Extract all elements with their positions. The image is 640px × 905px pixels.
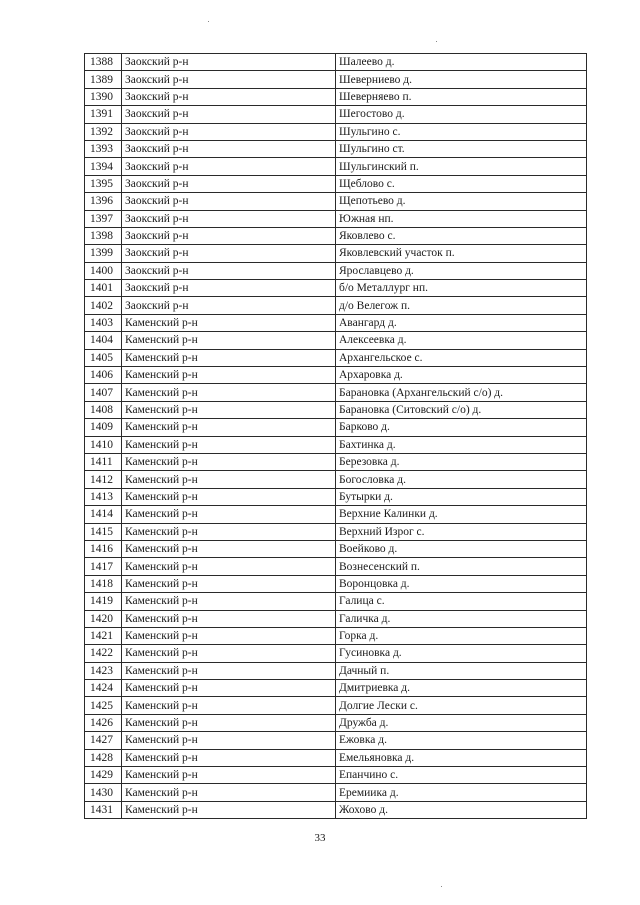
settlement-cell: Долгие Лески с. [336,697,587,714]
row-number-cell: 1420 [85,610,122,627]
table-row [85,749,587,766]
page-number: 33 [314,832,326,844]
district-cell: Каменский р-н [122,662,336,679]
district-cell: Каменский р-н [122,645,336,662]
settlement-cell: Бутырки д. [336,488,587,505]
settlement-cell: Яковлево с. [336,227,587,244]
district-cell: Заокский р-н [122,227,336,244]
table-body [85,54,587,819]
row-number-cell: 1407 [85,384,122,401]
district-cell: Заокский р-н [122,106,336,123]
settlement-cell: Шульгинский п. [336,158,587,175]
settlement-cell: Архангельское с. [336,349,587,366]
district-cell: Каменский р-н [122,419,336,436]
row-number-cell: 1399 [85,245,122,262]
table-row [85,488,587,505]
settlement-cell: д/о Велегож п. [336,297,587,314]
row-number-cell: 1405 [85,349,122,366]
district-cell: Заокский р-н [122,71,336,88]
district-cell: Заокский р-н [122,297,336,314]
district-cell: Каменский р-н [122,593,336,610]
scan-speck [436,41,437,42]
settlement-cell: Дружба д. [336,714,587,731]
table-row [85,349,587,366]
scan-speck [441,886,442,887]
district-cell: Каменский р-н [122,349,336,366]
row-number-cell: 1421 [85,627,122,644]
row-number-cell: 1394 [85,158,122,175]
row-number-cell: 1403 [85,314,122,331]
row-number-cell: 1418 [85,575,122,592]
district-cell: Заокский р-н [122,140,336,157]
settlement-cell: Жохово д. [336,801,587,818]
table-row [85,175,587,192]
settlement-cell: Щеблово с. [336,175,587,192]
table-row [85,314,587,331]
table-row [85,280,587,297]
row-number-cell: 1408 [85,401,122,418]
row-number-cell: 1397 [85,210,122,227]
settlement-cell: Дмитриевка д. [336,680,587,697]
table-row [85,332,587,349]
settlement-cell: Шегостово д. [336,106,587,123]
district-cell: Заокский р-н [122,210,336,227]
settlement-cell: Вознесенский п. [336,558,587,575]
district-cell: Каменский р-н [122,697,336,714]
settlement-cell: Еремиика д. [336,784,587,801]
row-number-cell: 1406 [85,367,122,384]
table-row [85,662,587,679]
row-number-cell: 1413 [85,488,122,505]
row-number-cell: 1429 [85,767,122,784]
district-cell: Каменский р-н [122,401,336,418]
table-row [85,593,587,610]
settlement-cell: Березовка д. [336,453,587,470]
table-row [85,627,587,644]
settlement-cell: Горка д. [336,627,587,644]
settlement-cell: Ежовка д. [336,732,587,749]
settlement-cell: Авангард д. [336,314,587,331]
table-row [85,610,587,627]
row-number-cell: 1428 [85,749,122,766]
settlement-cell: Епанчино с. [336,767,587,784]
table-row [85,245,587,262]
table-row [85,540,587,557]
settlement-cell: Галичка д. [336,610,587,627]
row-number-cell: 1412 [85,471,122,488]
district-cell: Заокский р-н [122,262,336,279]
row-number-cell: 1390 [85,88,122,105]
district-cell: Каменский р-н [122,610,336,627]
settlement-cell: Воронцовка д. [336,575,587,592]
table-row [85,801,587,818]
settlement-cell: Гусиновка д. [336,645,587,662]
district-cell: Каменский р-н [122,767,336,784]
district-cell: Каменский р-н [122,523,336,540]
table-row [85,714,587,731]
table-row [85,123,587,140]
table-row [85,453,587,470]
settlement-cell: Южная нп. [336,210,587,227]
row-number-cell: 1388 [85,54,122,71]
row-number-cell: 1417 [85,558,122,575]
row-number-cell: 1422 [85,645,122,662]
district-cell: Каменский р-н [122,575,336,592]
table-row [85,506,587,523]
row-number-cell: 1426 [85,714,122,731]
settlement-cell: Барановка (Ситовский с/о) д. [336,401,587,418]
table-row [85,158,587,175]
district-cell: Каменский р-н [122,367,336,384]
district-cell: Каменский р-н [122,436,336,453]
table-row [85,384,587,401]
row-number-cell: 1416 [85,540,122,557]
settlement-cell: Барково д. [336,419,587,436]
district-cell: Каменский р-н [122,384,336,401]
row-number-cell: 1415 [85,523,122,540]
table-row [85,297,587,314]
district-cell: Заокский р-н [122,54,336,71]
row-number-cell: 1393 [85,140,122,157]
row-number-cell: 1424 [85,680,122,697]
settlement-cell: Алексеевка д. [336,332,587,349]
row-number-cell: 1401 [85,280,122,297]
district-cell: Заокский р-н [122,123,336,140]
table-row [85,88,587,105]
table-row [85,784,587,801]
row-number-cell: 1396 [85,193,122,210]
table-row [85,54,587,71]
table-row [85,419,587,436]
district-cell: Каменский р-н [122,314,336,331]
row-number-cell: 1411 [85,453,122,470]
row-number-cell: 1395 [85,175,122,192]
row-number-cell: 1410 [85,436,122,453]
table-row [85,471,587,488]
district-cell: Каменский р-н [122,540,336,557]
district-cell: Заокский р-н [122,175,336,192]
row-number-cell: 1419 [85,593,122,610]
table-row [85,523,587,540]
table-row [85,262,587,279]
table-row [85,193,587,210]
district-cell: Каменский р-н [122,488,336,505]
table-row [85,367,587,384]
table-row [85,227,587,244]
district-cell: Заокский р-н [122,88,336,105]
district-cell: Заокский р-н [122,280,336,297]
district-cell: Заокский р-н [122,158,336,175]
table-row [85,680,587,697]
table-row [85,558,587,575]
table-row [85,71,587,88]
row-number-cell: 1389 [85,71,122,88]
settlement-cell: Верхние Калинки д. [336,506,587,523]
row-number-cell: 1392 [85,123,122,140]
district-cell: Заокский р-н [122,193,336,210]
settlement-cell: Верхний Изрог с. [336,523,587,540]
table-row [85,401,587,418]
row-number-cell: 1414 [85,506,122,523]
table-row [85,732,587,749]
row-number-cell: 1398 [85,227,122,244]
district-cell: Каменский р-н [122,453,336,470]
settlement-cell: Шалеево д. [336,54,587,71]
row-number-cell: 1400 [85,262,122,279]
district-cell: Каменский р-н [122,801,336,818]
table-row [85,210,587,227]
district-cell: Каменский р-н [122,627,336,644]
settlement-cell: Воейково д. [336,540,587,557]
district-cell: Каменский р-н [122,471,336,488]
district-cell: Каменский р-н [122,714,336,731]
table-row [85,106,587,123]
scan-speck [208,21,209,22]
table-row [85,436,587,453]
row-number-cell: 1425 [85,697,122,714]
settlement-cell: Богословка д. [336,471,587,488]
row-number-cell: 1423 [85,662,122,679]
row-number-cell: 1427 [85,732,122,749]
settlement-cell: Барановка (Архангельский с/о) д. [336,384,587,401]
district-cell: Каменский р-н [122,506,336,523]
table-row [85,767,587,784]
district-cell: Каменский р-н [122,332,336,349]
table-row [85,575,587,592]
settlements-table [84,53,587,819]
settlement-cell: Дачный п. [336,662,587,679]
table-row [85,645,587,662]
table-row [85,140,587,157]
district-cell: Каменский р-н [122,680,336,697]
settlement-cell: Шульгино с. [336,123,587,140]
row-number-cell: 1391 [85,106,122,123]
row-number-cell: 1404 [85,332,122,349]
district-cell: Каменский р-н [122,558,336,575]
district-cell: Каменский р-н [122,784,336,801]
row-number-cell: 1409 [85,419,122,436]
district-cell: Каменский р-н [122,749,336,766]
settlement-cell: Шеверняево п. [336,88,587,105]
settlement-cell: Емельяновка д. [336,749,587,766]
row-number-cell: 1431 [85,801,122,818]
row-number-cell: 1430 [85,784,122,801]
settlement-cell: б/о Металлург нп. [336,280,587,297]
settlement-cell: Шульгино ст. [336,140,587,157]
settlement-cell: Бахтинка д. [336,436,587,453]
settlement-cell: Архаровка д. [336,367,587,384]
settlement-cell: Яковлевский участок п. [336,245,587,262]
row-number-cell: 1402 [85,297,122,314]
settlement-cell: Щепотьево д. [336,193,587,210]
table-row [85,697,587,714]
settlement-cell: Ярославцево д. [336,262,587,279]
settlement-cell: Галица с. [336,593,587,610]
settlement-cell: Шеверниево д. [336,71,587,88]
district-cell: Каменский р-н [122,732,336,749]
district-cell: Заокский р-н [122,245,336,262]
